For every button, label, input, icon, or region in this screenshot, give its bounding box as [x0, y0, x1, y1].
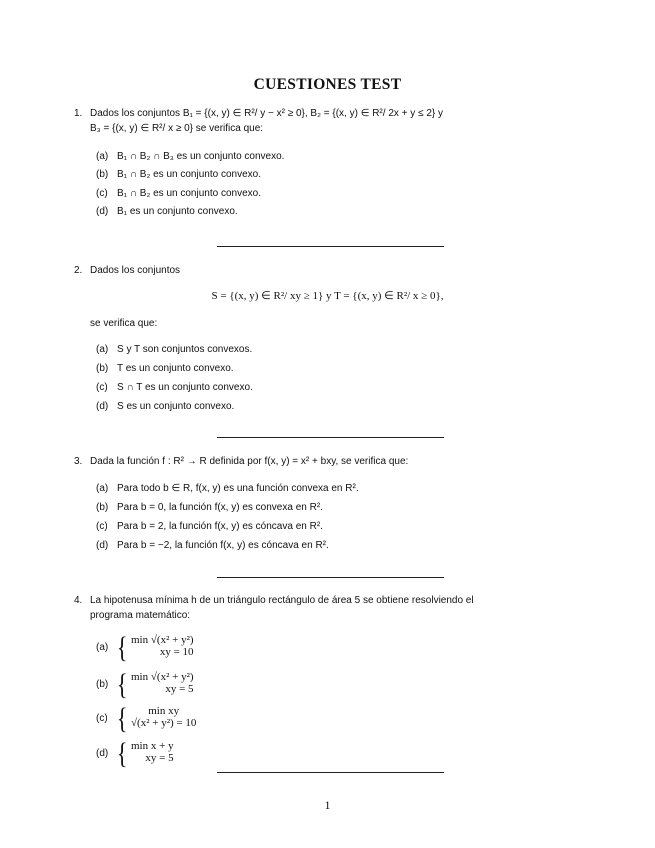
- q4-option-c-system: [131, 705, 196, 729]
- q3-option-d-label: (d): [96, 540, 109, 551]
- q2-option-d-text: S es un conjunto convexo.: [117, 401, 235, 412]
- q3-number: 3.: [74, 456, 83, 467]
- q1-number: 1.: [74, 108, 83, 119]
- q4-option-a-constraint: xy = 10: [159, 646, 194, 658]
- q3-option-c-label: (c): [96, 521, 108, 532]
- page-title: CUESTIONES TEST: [253, 76, 402, 93]
- q2-number: 2.: [74, 265, 83, 276]
- brace-symbol: {: [116, 702, 128, 735]
- q4-option-d-label: (d): [96, 748, 109, 759]
- q2-option-b-text: T es un conjunto convexo.: [117, 363, 234, 374]
- q2-option-a-text: S y T son conjuntos convexos.: [117, 344, 253, 355]
- q1-option-a-label: (a): [96, 151, 109, 162]
- q4-statement-line2: programa matemático:: [90, 610, 191, 621]
- q3-option-a-text: Para todo b ∈ R, f(x, y) es una función convexa en R².: [117, 483, 359, 494]
- q4-statement-line1: La hipotenusa mínima h de un triángulo rectángulo de área 5 se obtiene resolviendo el: [90, 595, 474, 606]
- q4-option-b-system: [131, 671, 194, 695]
- q1-option-d-label: (d): [96, 206, 109, 217]
- q3-statement: Dada la función f : R² → R definida por f(x, y) = x² + bxy, se verifica que:: [90, 456, 409, 467]
- q1-option-c-text: B₁ ∩ B₂ es un conjunto convexo.: [117, 188, 261, 199]
- q3-option-b-label: (b): [96, 502, 109, 513]
- q2-option-a-label: (a): [96, 344, 109, 355]
- q4-option-c-constraint: √(x² + y²) = 10: [131, 717, 197, 729]
- q4-option-a-label: (a): [96, 642, 109, 653]
- q4-option-b-constraint: xy = 5: [165, 683, 194, 695]
- q4-option-c-objective: min xy: [148, 705, 180, 717]
- q4-option-d-system: [131, 740, 174, 764]
- brace-symbol: {: [116, 737, 128, 770]
- separator-line: [217, 577, 444, 578]
- q1-statement-line1: Dados los conjuntos B₁ = {(x, y) ∈ R²/ y − x² ≥ 0}, B₂ = {(x, y) ∈ R²/ 2x + y ≤ 2} y: [90, 108, 443, 119]
- separator-line: [217, 437, 444, 438]
- q4-option-b-objective: min √(x² + y²): [131, 671, 194, 683]
- q2-option-c-text: S ∩ T es un conjunto convexo.: [117, 382, 253, 393]
- q1-statement-line2: B₃ = {(x, y) ∈ R²/ x ≥ 0} se verifica que:: [90, 123, 264, 134]
- q3-option-a-label: (a): [96, 483, 109, 494]
- q2-intro: Dados los conjuntos: [90, 265, 181, 276]
- q4-number: 4.: [74, 595, 83, 606]
- q2-option-b-label: (b): [96, 363, 109, 374]
- q3-option-c-text: Para b = 2, la función f(x, y) es cóncava en R².: [117, 521, 323, 532]
- brace-symbol: {: [116, 668, 128, 701]
- q3-option-b-text: Para b = 0, la función f(x, y) es convexa en R².: [117, 502, 323, 513]
- q2-formula: S = {(x, y) ∈ R²/ xy ≥ 1} y T = {(x, y) ∈ R²/ x ≥ 0},: [211, 290, 444, 302]
- q3-option-d-text: Para b = −2, la función f(x, y) es cóncava en R².: [117, 540, 329, 551]
- q4-option-d-constraint: xy = 5: [145, 752, 174, 764]
- q1-option-b-text: B₁ ∩ B₂ es un conjunto convexo.: [117, 169, 261, 180]
- page-number: 1: [324, 798, 331, 812]
- separator-line: [217, 772, 444, 773]
- q4-option-d-objective: min x + y: [131, 740, 174, 752]
- q1-option-b-label: (b): [96, 169, 109, 180]
- q1-option-d-text: B₁ es un conjunto convexo.: [117, 206, 238, 217]
- q4-option-b-label: (b): [96, 679, 109, 690]
- q2-option-c-label: (c): [96, 382, 108, 393]
- q4-option-a-system: [131, 634, 194, 658]
- q1-option-a-text: B₁ ∩ B₂ ∩ B₃ es un conjunto convexo.: [117, 151, 285, 162]
- q4-option-a-objective: min √(x² + y²): [131, 634, 194, 646]
- q2-after: se verifica que:: [90, 318, 158, 329]
- brace-symbol: {: [116, 631, 128, 664]
- q1-option-c-label: (c): [96, 188, 108, 199]
- q2-option-d-label: (d): [96, 401, 109, 412]
- separator-line: [217, 246, 444, 247]
- q4-option-c-label: (c): [96, 713, 108, 724]
